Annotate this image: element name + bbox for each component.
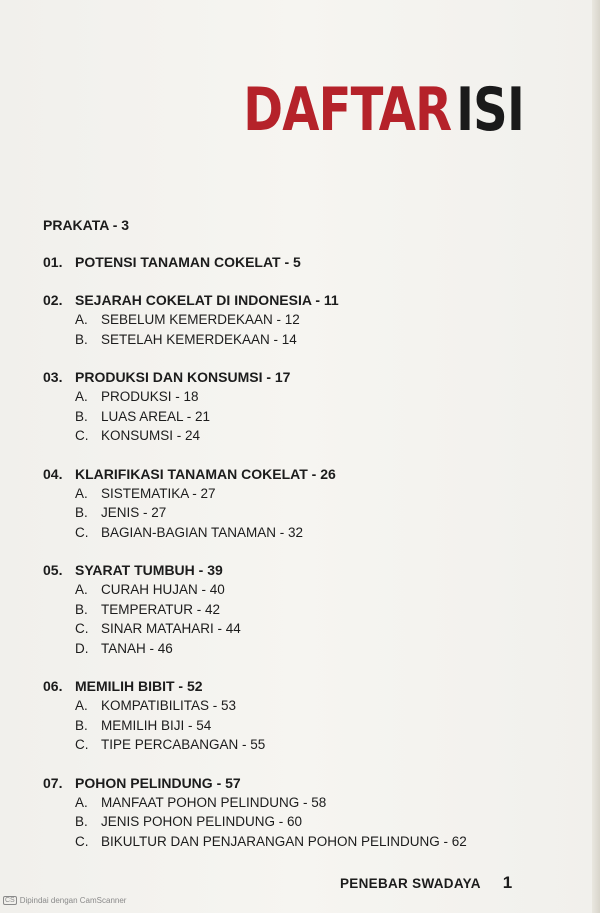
subsection-letter: C. — [75, 737, 89, 753]
chapter-heading — [43, 773, 543, 793]
chapter-title: SYARAT TUMBUH - 39 — [75, 562, 223, 578]
subsection-letter: C. — [75, 428, 89, 444]
toc-subsection — [43, 387, 543, 407]
page-title — [243, 75, 524, 145]
chapter-title: POHON PELINDUNG - 57 — [75, 774, 241, 791]
toc-subsection — [43, 600, 543, 620]
chapter-heading — [43, 290, 543, 310]
toc-prakata: PRAKATA - 3 — [43, 217, 130, 233]
subsection-title: SETELAH KEMERDEKAAN - 14 — [101, 331, 297, 347]
subsection-title: BAGIAN-BAGIAN TANAMAN - 32 — [101, 524, 304, 540]
subsection-letter: B. — [75, 601, 88, 617]
subsection-letter: A. — [75, 698, 88, 714]
subsection-letter: B. — [75, 331, 88, 347]
subsection-letter: B. — [75, 717, 88, 733]
subsection-title: LUAS AREAL - 21 — [101, 408, 211, 424]
subsection-letter: D. — [75, 640, 89, 656]
toc-chapter — [43, 290, 543, 349]
chapter-number: 01. — [43, 254, 63, 270]
chapter-number: 06. — [43, 678, 63, 694]
toc-subsection — [43, 696, 543, 716]
camscanner-text: Dipindai dengan CamScanner — [19, 896, 127, 905]
toc-subsection — [43, 793, 543, 813]
title-isi: ISI — [456, 75, 524, 145]
subsection-title: KONSUMSI - 24 — [101, 428, 201, 444]
chapter-heading — [43, 252, 543, 272]
subsection-title: MEMILIH BIJI - 54 — [101, 717, 212, 733]
toc-subsection — [43, 484, 543, 504]
title-daftar: DAFTAR — [243, 75, 452, 145]
subsection-letter: C. — [75, 833, 89, 849]
subsection-title: TIPE PERCABANGAN - 55 — [101, 737, 266, 753]
subsection-title: BIKULTUR DAN PENJARANGAN POHON PELINDUNG - 62 — [101, 833, 467, 849]
toc-subsection — [43, 523, 543, 543]
subsection-letter: A. — [75, 389, 88, 405]
toc-chapter — [43, 773, 543, 852]
chapter-title: MEMILIH BIBIT - 52 — [75, 678, 203, 694]
subsection-letter: C. — [75, 621, 89, 637]
toc-chapter — [43, 676, 543, 755]
chapter-title: KLARIFIKASI TANAMAN COKELAT - 26 — [75, 465, 336, 482]
toc-subsection — [43, 503, 543, 523]
toc-chapter — [43, 367, 543, 446]
toc-subsection — [43, 832, 543, 852]
chapter-number: 02. — [43, 292, 63, 308]
chapter-heading — [43, 464, 543, 484]
camscanner-badge: CS — [5, 897, 15, 904]
scanner-watermark — [3, 896, 126, 905]
chapter-heading — [43, 367, 543, 387]
chapter-number: 03. — [43, 369, 63, 385]
subsection-letter: A. — [75, 312, 88, 328]
toc-chapter — [43, 560, 543, 658]
toc-subsection — [43, 407, 543, 427]
subsection-title: SINAR MATAHARI - 44 — [101, 621, 241, 637]
toc-subsection — [43, 426, 543, 446]
chapter-number: 04. — [43, 465, 63, 482]
subsection-letter: A. — [75, 485, 88, 501]
chapter-number: 07. — [43, 774, 63, 791]
subsection-title: PRODUKSI - 18 — [101, 389, 199, 405]
toc-subsection — [43, 639, 543, 659]
toc-subsection — [43, 716, 543, 736]
chapter-title: POTENSI TANAMAN COKELAT - 5 — [75, 254, 301, 270]
subsection-title: TEMPERATUR - 42 — [101, 601, 221, 617]
subsection-title: MANFAAT POHON PELINDUNG - 58 — [101, 794, 327, 810]
toc-subsection — [43, 580, 543, 600]
subsection-letter: A. — [75, 794, 88, 810]
subsection-title: TANAH - 46 — [101, 640, 173, 656]
page-footer — [340, 873, 513, 893]
subsection-title: JENIS POHON PELINDUNG - 60 — [101, 814, 303, 830]
chapter-number: 05. — [43, 562, 63, 578]
subsection-title: SISTEMATIKA - 27 — [101, 485, 216, 501]
toc-chapter — [43, 464, 543, 543]
subsection-letter: A. — [75, 582, 88, 598]
chapter-title: SEJARAH COKELAT DI INDONESIA - 11 — [75, 292, 339, 308]
subsection-title: SEBELUM KEMERDEKAAN - 12 — [101, 312, 300, 328]
footer-publisher: PENEBAR SWADAYA — [340, 875, 481, 891]
page-edge — [592, 0, 600, 913]
toc-subsection — [43, 735, 543, 755]
toc-chapter — [43, 252, 543, 272]
toc-subsection — [43, 330, 543, 350]
page-number: 1 — [502, 873, 513, 892]
toc-subsection — [43, 619, 543, 639]
subsection-title: JENIS - 27 — [101, 505, 167, 521]
subsection-letter: B. — [75, 814, 88, 830]
chapter-title: PRODUKSI DAN KONSUMSI - 17 — [75, 369, 291, 385]
chapter-heading — [43, 560, 543, 580]
toc-subsection — [43, 310, 543, 330]
toc-subsection — [43, 812, 543, 832]
table-of-contents — [43, 217, 543, 869]
subsection-letter: C. — [75, 524, 89, 540]
subsection-letter: B. — [75, 505, 88, 521]
subsection-letter: B. — [75, 408, 88, 424]
subsection-title: CURAH HUJAN - 40 — [101, 582, 225, 598]
subsection-title: KOMPATIBILITAS - 53 — [101, 698, 237, 714]
chapter-heading — [43, 676, 543, 696]
